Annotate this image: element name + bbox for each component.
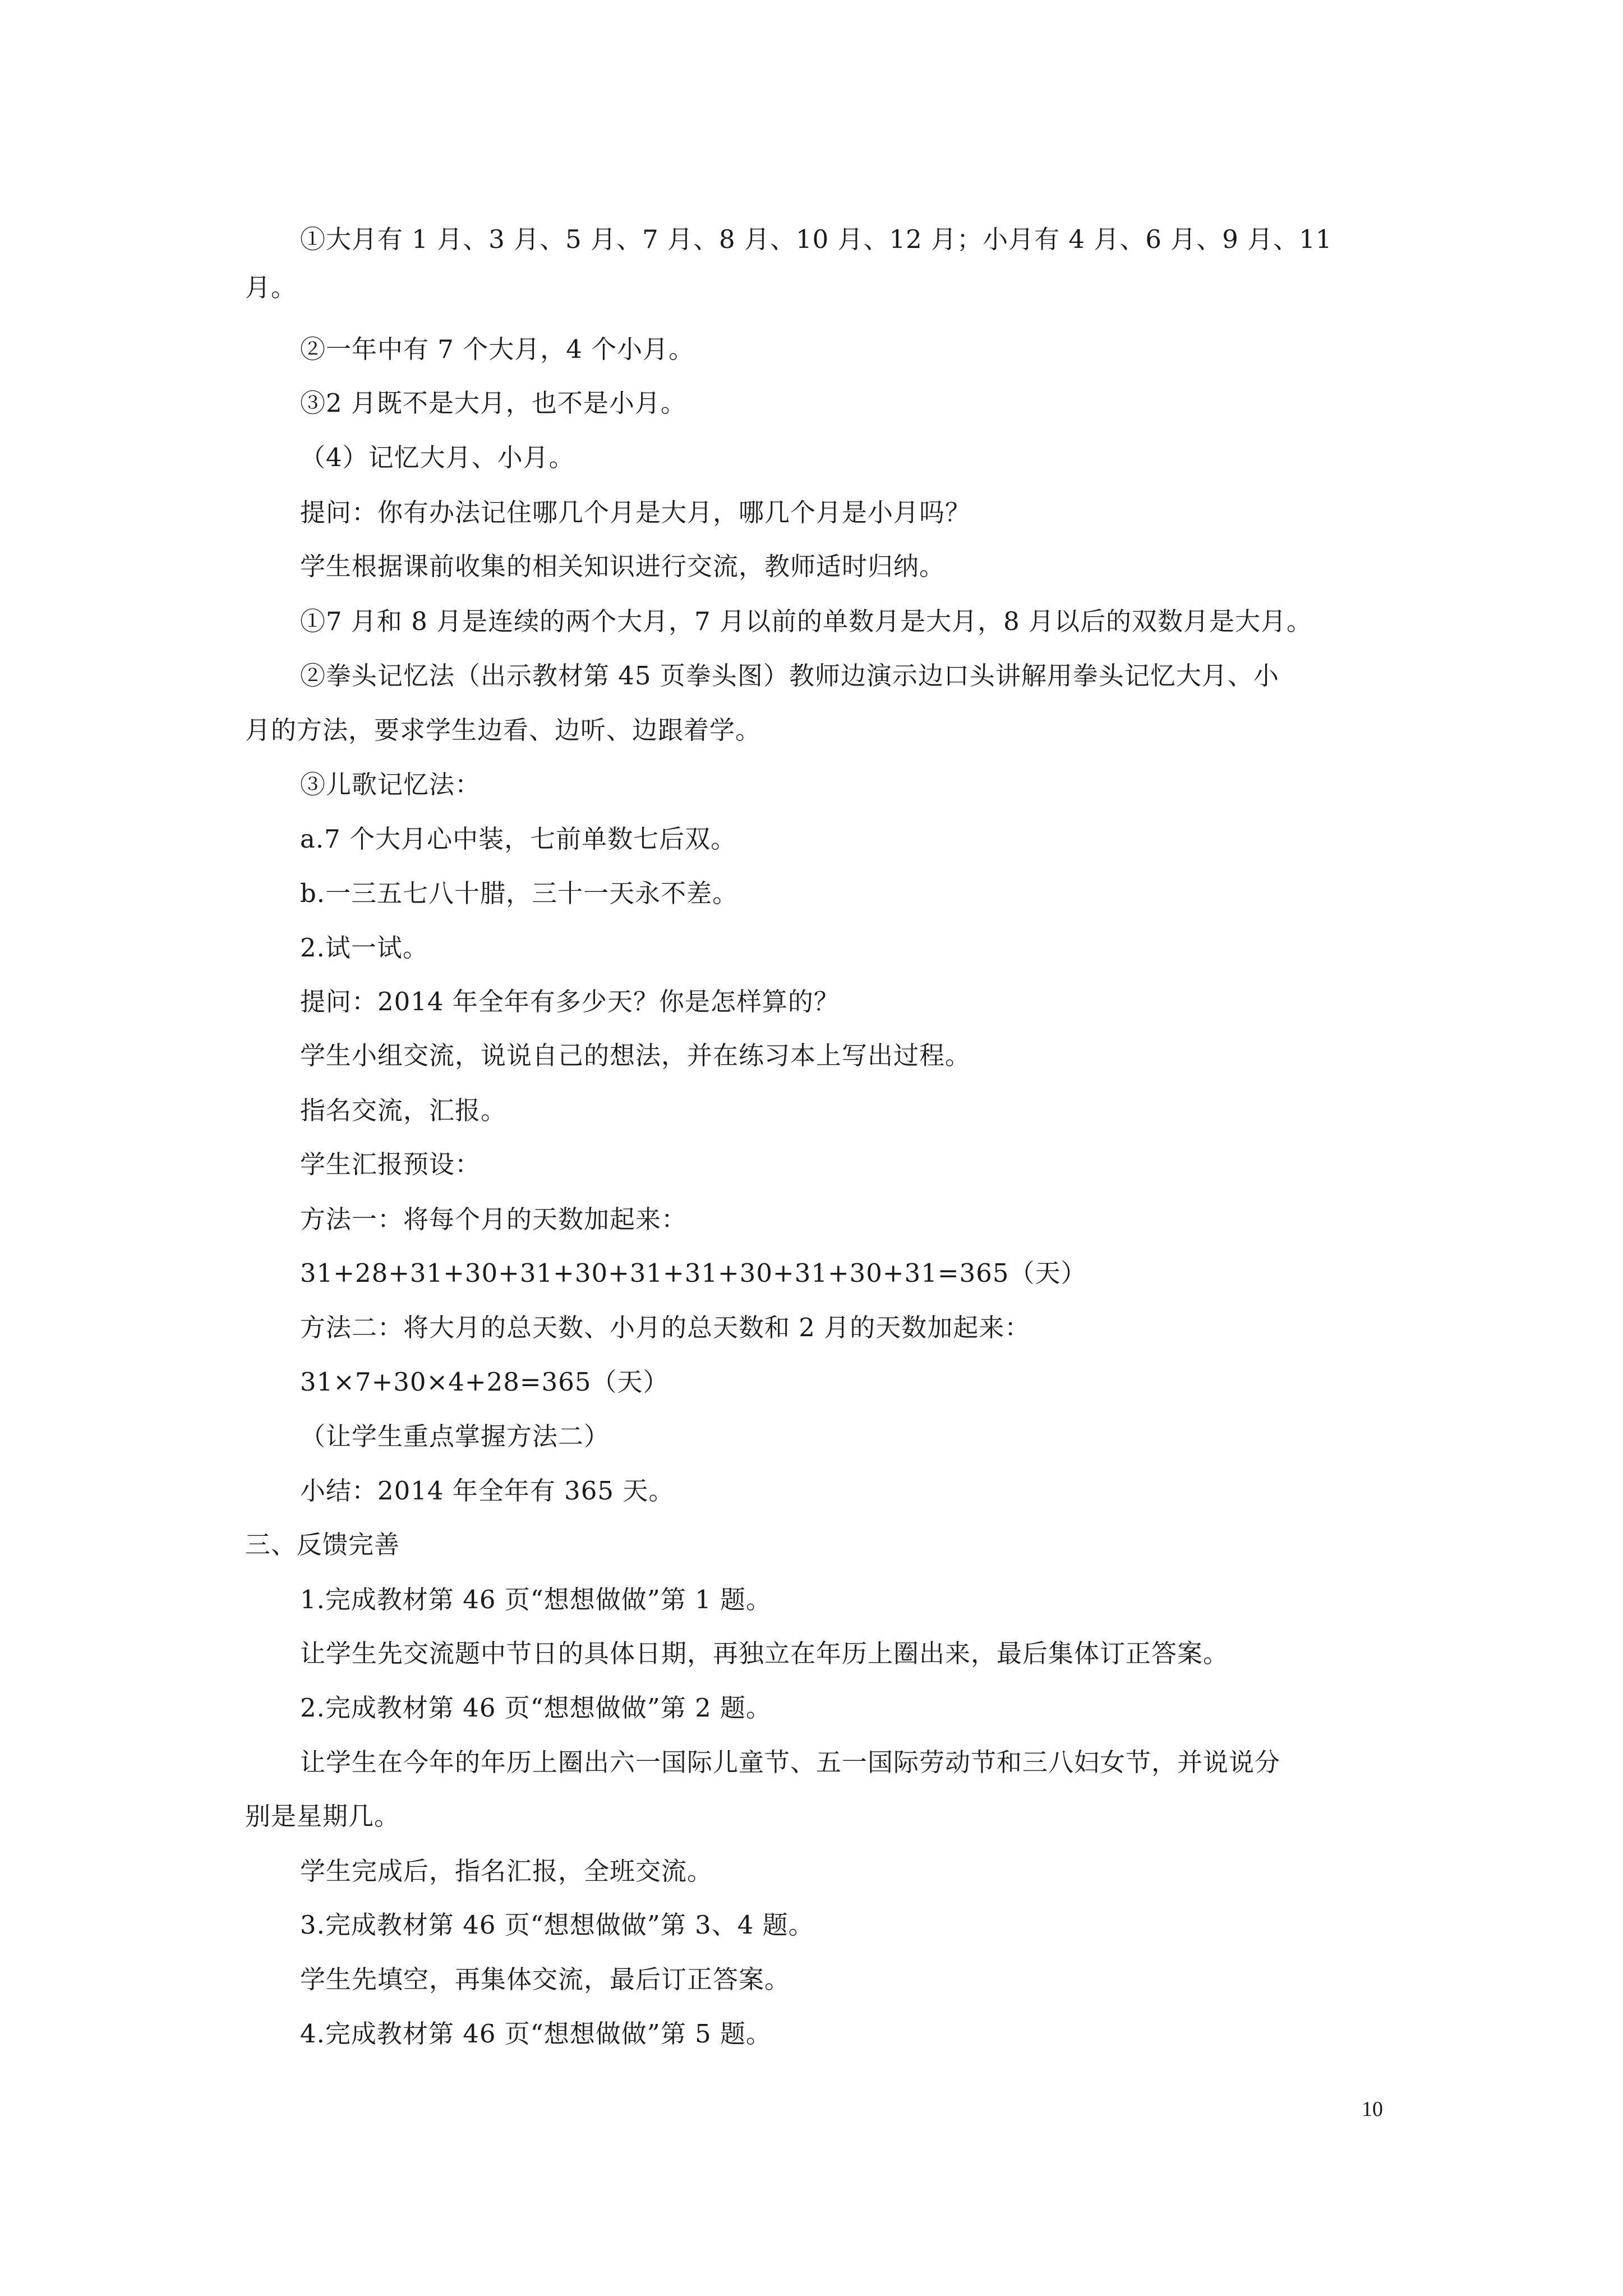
text-line: ②拳头记忆法（出示教材第 45 页拳头图）教师边演示边口头讲解用拳头记忆大月、小 [300,661,1279,691]
text-line: 方法一：将每个月的天数加起来： [300,1204,688,1234]
text-line: （4）记忆大月、小月。 [300,443,575,472]
text-line: ①大月有 1 月、3 月、5 月、7 月、8 月、10 月、12 月；小月有 4 月、6 月、9 月、11 [300,224,1332,254]
text-line: 提问：2014 年全年有多少天？你是怎样算的？ [300,987,840,1016]
text-line: ②一年中有 7 个大月，4 个小月。 [300,334,695,364]
text-line: 31+28+31+30+31+30+31+31+30+31+30+31=365（天） [300,1258,1087,1288]
text-line: 提问：你有办法记住哪几个月是大月，哪几个月是小月吗？ [300,498,971,527]
text-line: 月。 [245,273,297,302]
text-line: a.7 个大月心中装，七前单数七后双。 [300,824,737,854]
text-line: 小结：2014 年全年有 365 天。 [300,1476,675,1506]
text-line: 3.完成教材第 46 页“想想做做”第 3、4 题。 [300,1910,814,1940]
text-line: 31×7+30×4+28=365（天） [300,1367,669,1397]
text-line: ③儿歌记忆法： [300,770,481,799]
text-line: 学生汇报预设： [300,1149,481,1179]
text-line: 让学生在今年的年历上圈出六一国际儿童节、五一国际劳动节和三八妇女节，并说说分 [300,1747,1281,1777]
text-line: 别是星期几。 [245,1801,400,1831]
text-line: 方法二：将大月的总天数、小月的总天数和 2 月的天数加起来： [300,1313,1031,1342]
text-line: 学生小组交流，说说自己的想法，并在练习本上写出过程。 [300,1041,971,1070]
page-number: 10 [1362,2097,1383,2121]
text-line: 2.完成教材第 46 页“想想做做”第 2 题。 [300,1693,772,1723]
text-line: 月的方法，要求学生边看、边听、边跟着学。 [245,715,762,745]
text-line: 4.完成教材第 46 页“想想做做”第 5 题。 [300,2019,772,2049]
text-line: ①7 月和 8 月是连续的两个大月，7 月以前的单数月是大月，8 月以后的双数月是大月。 [300,606,1313,636]
text-line: 让学生先交流题中节日的具体日期，再独立在年历上圈出来，最后集体订正答案。 [300,1639,1229,1668]
section-heading: 三、反馈完善 [245,1530,400,1559]
text-line: b.一三五七八十腊，三十一天永不差。 [300,878,739,908]
text-line: ③2 月既不是大月，也不是小月。 [300,388,686,418]
text-line: 学生完成后，指名汇报，全班交流。 [300,1856,713,1886]
text-line: 1.完成教材第 46 页“想想做做”第 1 题。 [300,1585,772,1614]
text-line: （让学生重点掌握方法二） [300,1421,610,1451]
text-line: 学生先填空，再集体交流，最后订正答案。 [300,1964,791,1994]
text-line: 学生根据课前收集的相关知识进行交流，教师适时归纳。 [300,551,946,581]
text-line: 2.试一试。 [300,933,428,963]
text-line: 指名交流，汇报。 [300,1096,507,1125]
